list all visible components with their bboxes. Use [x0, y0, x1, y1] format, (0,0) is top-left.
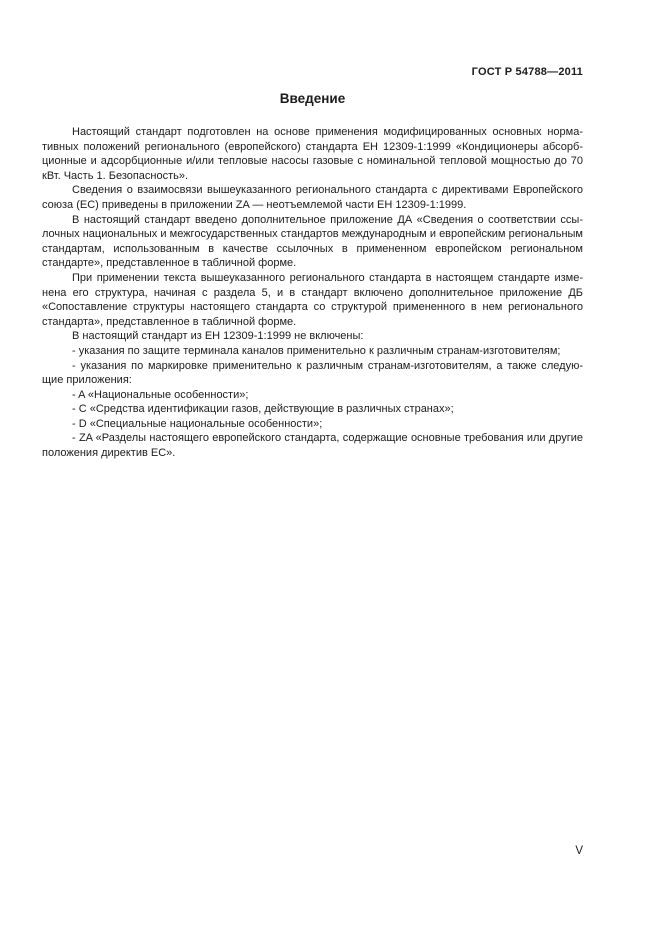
paragraph: - ZA «Разделы настоящего европейского стандарта, содержащие основные требования или другие положения директив ЕС».	[42, 432, 583, 460]
page-number: V	[575, 845, 583, 857]
paragraph: - A «Национальные особенности»;	[72, 388, 249, 401]
paragraph: - D «Специальные национальные особенности»;	[72, 417, 323, 430]
paragraph: - C «Средства идентификации газов, действующие в различных странах»;	[72, 403, 454, 416]
paragraph: Сведения о взаимосвязи вышеуказанного регионального стандарта с директивами Европейского союза (ЕС) приведены в приложении ZA — неотъемлемой части ЕН 12309-1:1999.	[42, 184, 583, 211]
paragraph: Настоящий стандарт подготовлен на основе применения модифицированных основных нормативных положений регионального (европейского) стандарта ЕН 12309-1:1999 «Кондиционеры абсорбционные и адсорбционные и/или тепловые насосы газовые с номинальной тепловой мощностью до 70 кВт. Часть 1. Безопасность».	[42, 126, 583, 182]
paragraph: - указания по маркировке применительно к различным странам-изготовителям, а также следующие приложения:	[42, 359, 583, 387]
doc-number-header: ГОСТ Р 54788—2011	[471, 66, 583, 78]
document-body	[42, 125, 583, 461]
paragraph: При применении текста вышеуказанного регионального стандарта в настоящем стандарте изменена его структура, начиная с раздела 5, и в стандарт включено дополнительное приложение ДБ «Сопоставление структуры настоящего стандарта со структурой примененного в нем регионального стандарта», представленное в табличной форме.	[42, 271, 583, 328]
paragraph: - указания по защите терминала каналов применительно к различным странам-изготовителям;	[72, 344, 561, 357]
paragraph: В настоящий стандарт из ЕН 12309-1:1999 не включены:	[72, 330, 364, 343]
page-title: Введение	[279, 91, 346, 106]
paragraph: В настоящий стандарт введено дополнительное приложение ДА «Сведения о соответствии ссылочных национальных и межгосударственных стандартов международным и европейским региональным стандартам, использованным в качестве ссылочных в примененном европейском региональном стандарте», представленное в табличной форме.	[42, 213, 583, 270]
